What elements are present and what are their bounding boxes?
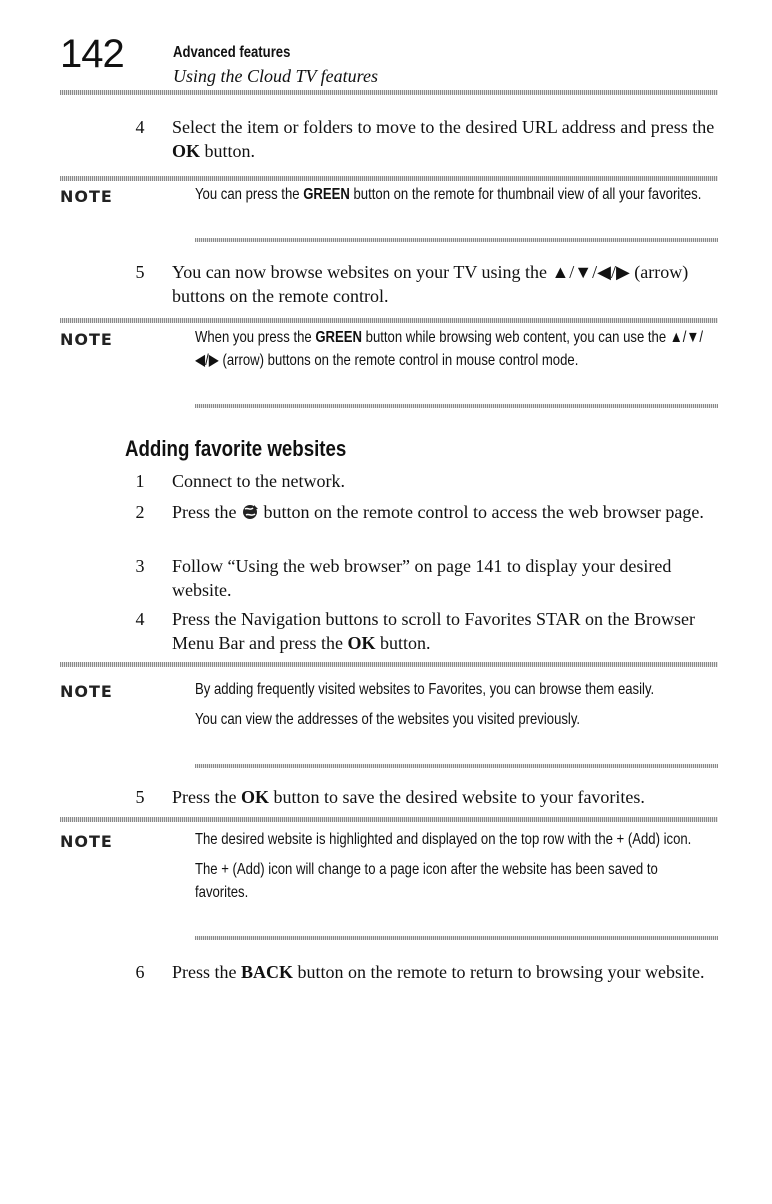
step-text-end: button. <box>200 141 256 161</box>
green-button-label: GREEN <box>315 329 362 346</box>
header-rule <box>60 90 718 95</box>
step-6-back: 6 Press the BACK button on the remote to return to browsing your website. <box>130 960 720 984</box>
step-number: 4 <box>135 609 145 629</box>
step-text: Connect to the network. <box>172 471 345 491</box>
note-label: NOTE <box>60 832 113 851</box>
back-button-label: BACK <box>241 962 294 982</box>
step-number: 4 <box>135 117 145 137</box>
ok-button-label: OK <box>172 141 201 161</box>
note-rule <box>60 318 718 323</box>
note-rule <box>60 176 718 181</box>
note-end-rule <box>195 936 718 940</box>
note-text: By adding frequently visited websites to Favorites, you can browse them easily. You can view the addresses of the websites you visited previously. <box>195 681 655 728</box>
green-button-label: GREEN <box>303 186 350 203</box>
note-end-rule <box>195 404 718 408</box>
section-heading: Adding favorite websites <box>125 436 347 461</box>
page-number: 142 <box>60 32 124 76</box>
step-text: Select the item or folders to move to the desired URL address and press the <box>172 117 715 137</box>
note-end-rule <box>195 764 718 768</box>
note-text: When you press the GREEN button while browsing web content, you can use the ▲/▼/◀/▶ (arrow) buttons on the remote control in mouse control mode. <box>195 329 704 369</box>
note-rule <box>60 662 718 667</box>
note-end-rule <box>195 238 718 242</box>
step-number: 1 <box>135 471 145 491</box>
step-4-select-item <box>130 115 720 163</box>
chapter-title: Advanced features <box>173 44 291 61</box>
step-5-browse <box>130 260 720 308</box>
step-number: 5 <box>135 262 145 282</box>
globe-icon <box>241 503 259 521</box>
section-title: Using the Cloud TV features <box>173 66 379 86</box>
step-number: 3 <box>135 556 145 576</box>
step-text: Follow “Using the web browser” on page 141 to display your desired website. <box>172 556 672 600</box>
ok-button-label: OK <box>241 787 270 807</box>
step-2-press-browser: 2 Press the button on the remote control to access the web browser page. <box>130 500 720 524</box>
note-text: You can press the GREEN button on the remote for thumbnail view of all your favorites. <box>195 186 702 203</box>
step-number: 2 <box>135 502 145 522</box>
step-5-save: 5 Press the OK button to save the desired website to your favorites. <box>130 785 720 809</box>
step-3-follow <box>130 554 720 602</box>
step-number: 5 <box>135 787 145 807</box>
note-label: NOTE <box>60 682 113 701</box>
step-text: You can now browse websites on your TV using the ▲/▼/◀/▶ (arrow) buttons on the remote control. <box>172 262 689 306</box>
step-1-connect <box>130 469 720 493</box>
step-number: 6 <box>135 962 145 982</box>
note-label: NOTE <box>60 330 113 349</box>
step-4-navigation: 4 Press the Navigation buttons to scroll to Favorites STAR on the Browser Menu Bar and press the OK button. <box>130 607 720 655</box>
ok-button-label: OK <box>347 633 376 653</box>
note-label: NOTE <box>60 187 113 206</box>
note-text: The desired website is highlighted and displayed on the top row with the + (Add) icon. The + (Add) icon will change to a page icon after the website has been saved to favorites. <box>195 831 692 901</box>
note-rule <box>60 817 718 822</box>
